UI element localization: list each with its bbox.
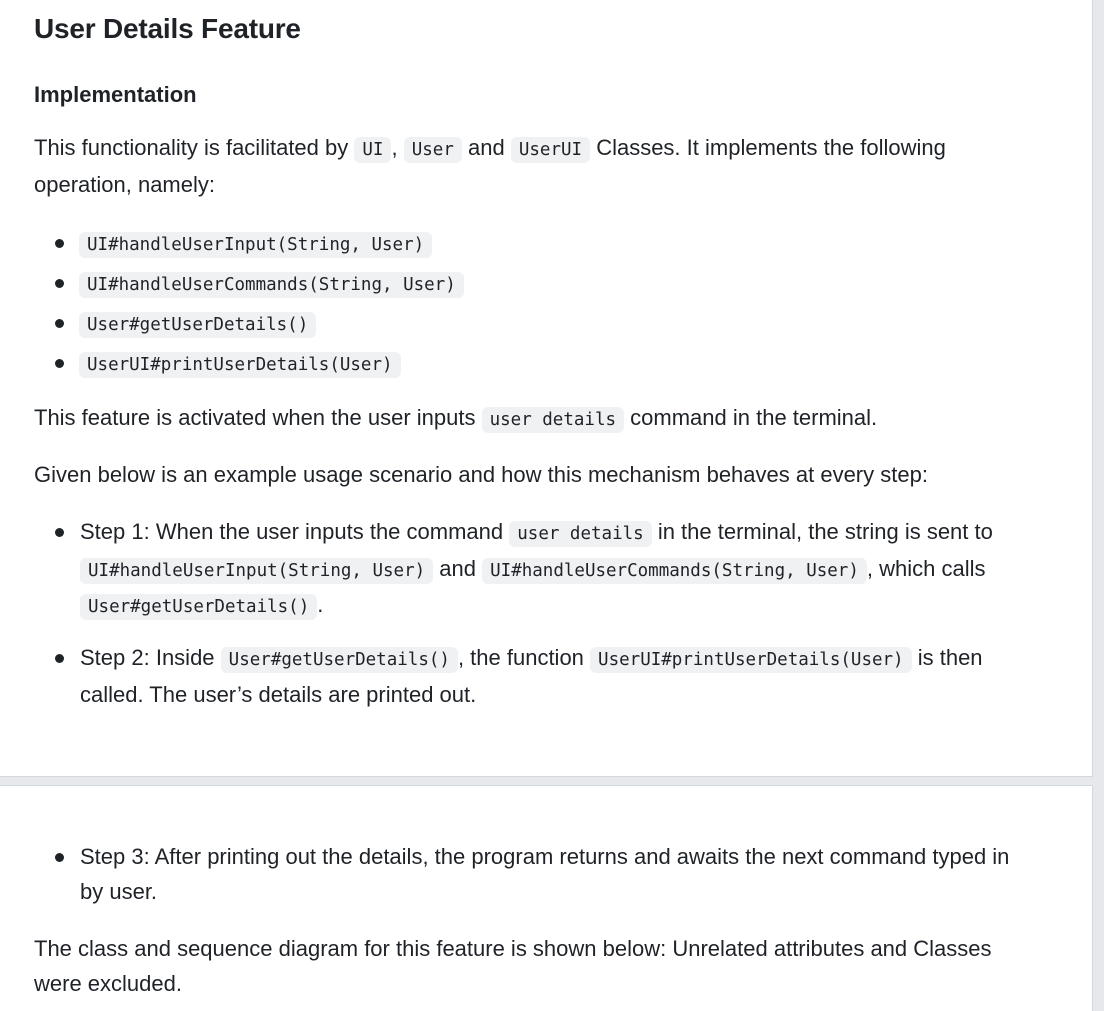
list-item [34,223,1032,263]
list-item [34,303,1032,343]
step2-code-get-details: User#getUserDetails() [221,647,458,673]
intro-separator: , [391,135,398,160]
list-item [34,263,1032,303]
intro-text-after: Classes. It implements the following operation, namely: [34,135,946,197]
step2-text: , the function [457,645,584,670]
step2-text: is then called. The user’s details are printed out. [80,645,983,707]
step1-code-get-details: User#getUserDetails() [80,594,317,620]
operation-code: UI#handleUserInput(String, User) [79,232,432,258]
steps-list [34,840,1032,909]
step1-text: Step 1: When the user inputs the command [80,519,504,544]
steps-list [34,515,1032,625]
step1-code-command: user details [509,521,651,547]
activation-paragraph [34,401,1032,438]
step1-text: in the terminal, the string is sent to [657,519,993,544]
step-2 [34,641,1032,712]
step1-code-handle-input: UI#handleUserInput(String, User) [80,558,433,584]
page-title: User Details Feature [34,13,301,44]
step-1 [34,515,1032,625]
step1-text: and [439,555,476,581]
operation-code: User#getUserDetails() [79,312,316,338]
step1-text: . [317,592,324,617]
operations-list [34,223,1032,383]
code-user-details: user details [482,407,624,433]
steps-list [34,641,1032,712]
intro-text-before: This functionality is facilitated by [34,135,349,160]
section-heading: Implementation [34,82,197,107]
diagram-note: The class and sequence diagram for this feature is shown below: Unrelated attributes and Classes were excluded. [34,936,992,996]
intro-text-and: and [468,135,505,160]
document-panel-bottom [0,785,1093,1011]
step1-text: , which calls [866,555,986,581]
scenario-intro: Given below is an example usage scenario and how this mechanism behaves at every step: [34,462,928,487]
code-userui: UserUI [511,137,590,163]
code-user: User [404,137,462,163]
step2-text: Step 2: Inside [80,645,215,670]
code-ui: UI [354,137,391,163]
step-3: Step 3: After printing out the details, the program returns and awaits the next command typed in by user. [34,840,1032,909]
operation-code: UI#handleUserCommands(String, User) [79,272,464,298]
step2-code-print-details: UserUI#printUserDetails(User) [590,647,912,673]
intro-paragraph [34,131,1032,202]
step1-code-handle-commands: UI#handleUserCommands(String, User) [482,558,867,584]
operation-code: UserUI#printUserDetails(User) [79,352,401,378]
activation-text-before: This feature is activated when the user inputs [34,405,476,430]
activation-text-after: command in the terminal. [630,405,878,430]
list-item [34,343,1032,383]
